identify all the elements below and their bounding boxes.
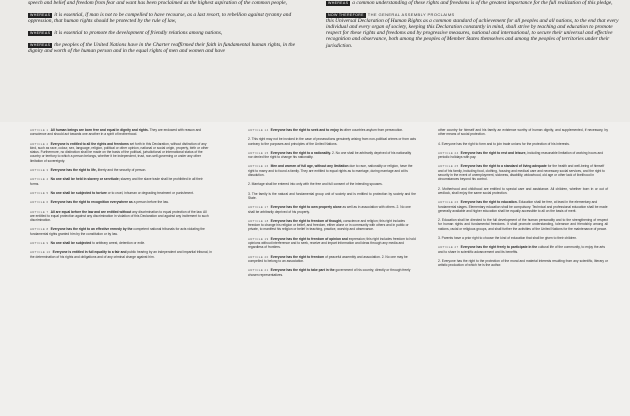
article-item bbox=[248, 219, 416, 232]
article-body: They are endowed with reason and conscience and should act towards one another in a spirit of brotherhood. bbox=[30, 128, 202, 137]
article-item bbox=[248, 182, 416, 186]
article-number: ARTICLE 3 bbox=[30, 168, 49, 173]
article-body: 2. Marriage shall be entered into only with the free and full consent of the intending spouses. bbox=[248, 182, 383, 187]
article-heading: Everyone has the right to recognition everywhere as bbox=[50, 200, 133, 205]
article-number: ARTICLE 25 bbox=[438, 164, 459, 169]
whereas-tag: WHEREAS bbox=[30, 42, 51, 47]
article-number: ARTICLE 8 bbox=[30, 227, 49, 232]
preamble-text: the peoples of the United Nations have in the Charter reaffirmed their faith in fundamental human rights, in the dignity and worth of the human person and in the equal rights of men and women and have bbox=[28, 42, 295, 55]
article-item bbox=[248, 128, 416, 132]
article-body: or to cruel, inhuman or degrading treatment or punishment. bbox=[107, 190, 194, 195]
article-item bbox=[30, 227, 212, 236]
preamble-left-column bbox=[28, 0, 310, 61]
article-item bbox=[438, 200, 608, 213]
article-number: ARTICLE 7 bbox=[30, 209, 49, 214]
article-heading: All human beings are born free and equal in dignity and rights. bbox=[50, 128, 149, 132]
article-body: 2. Everyone has the right to the protection of the moral and material interests resulting from any scientific, literary or artistic production of which he is the author. bbox=[438, 258, 608, 268]
article-heading: Everyone has the right to an effective remedy by the bbox=[50, 227, 133, 232]
article-body: Education shall be free, at least in the elementary and fundamental stages. Elementary education shall be compulsory. Technical and professional education shall be made generally available and higher education shall be equally accessible to all on the basis of merit. bbox=[438, 200, 608, 213]
preamble-right-column bbox=[326, 0, 626, 55]
article-body: public hearing by an independent and impartial tribunal, in the determination of his rights and obligations and of any criminal charge against him. bbox=[30, 250, 212, 259]
article-body: 2. Education shall be directed to the full development of the human personality and to the strengthening of respect for human rights and fundamental freedoms. It shall promote understanding, tolerance and friendship among all nations, racial or religious groups, and shall further the activities of the United Nations for the maintenance of peace. bbox=[438, 218, 608, 231]
article-number: ARTICLE 26 bbox=[438, 200, 459, 205]
article-item bbox=[30, 241, 212, 245]
article-item bbox=[248, 137, 416, 146]
article-heading: Everyone is entitled in full equality to a fair and bbox=[52, 250, 127, 255]
article-body: cultural life of the community, to enjoy the arts and to share in scientific advancement and its benefits. bbox=[438, 245, 605, 254]
article-body: other country for himself and his family an existence worthy of human dignity, and supplemented, if necessary, by other means of social protection. bbox=[438, 128, 608, 137]
article-item bbox=[30, 250, 212, 259]
article-item bbox=[248, 205, 416, 214]
proclamation-text: this Universal Declaration of Human Rights as a common standard of achievement for all peoples and all nations, to the end that every individual and every organ of society, keeping this Declaration constantly in mind, shall strive by teaching and education to promote respect for these rights and freedoms and by progressive measures, national and international, to secure their universal and effective recognition and observance, both among the peoples of Member States themselves and among the peoples of territories under their jurisdiction. bbox=[326, 18, 619, 49]
article-body: as well as in association with others. 2. No one shall be arbitrarily deprived of his property. bbox=[248, 205, 411, 214]
preamble-text: speech and belief and freedom from fear and want has been proclaimed as the highest aspiration of the common people, bbox=[28, 0, 288, 6]
articles-column-3 bbox=[438, 128, 608, 273]
article-body: set forth in this Declaration, without distinction of any kind, such as race, colour, sex, language, religion, political or other opinion, national or social origin, property, birth or other status. Furthermore, no distinction shall be made on the basis of the political, jurisdictional or international status of the country or territory to which a person belongs, whether it be independent, trust, non-self-governing or under any other limitation of sovereignty. bbox=[30, 141, 209, 163]
article-heading: No one shall be held in slavery or servitude; bbox=[50, 177, 120, 182]
article-number: ARTICLE 14 bbox=[248, 128, 269, 132]
article-item bbox=[438, 259, 608, 268]
article-heading: Men and women of full age, without any limitation bbox=[270, 164, 349, 169]
article-number: ARTICLE 19 bbox=[248, 236, 269, 241]
article-heading: All are equal before the law and are entitled without bbox=[50, 209, 132, 214]
preamble-paragraph bbox=[28, 0, 310, 6]
preamble-paragraph bbox=[326, 0, 626, 6]
article-item bbox=[438, 142, 608, 146]
articles-section bbox=[0, 128, 630, 416]
article-body: for the health and well-being of himself and of his family, including food, clothing, housing and medical care and necessary social services, and the right to security in the event of unemployment, sickness, disability, widowhood, old age or other lack of livelihood in circumstances beyond his control. bbox=[438, 164, 605, 182]
preamble-paragraph bbox=[28, 12, 310, 24]
article-item bbox=[30, 177, 212, 186]
article-number: ARTICLE 15 bbox=[248, 150, 269, 155]
article-body: 3. The family is the natural and fundamental group unit of society and is entitled to protection by society and the State. bbox=[248, 191, 416, 200]
preamble-paragraph bbox=[28, 42, 310, 54]
article-number: ARTICLE 27 bbox=[438, 245, 459, 250]
article-heading: Everyone has the right to freedom bbox=[270, 254, 325, 259]
proclamation-paragraph bbox=[326, 12, 626, 49]
article-number: ARTICLE 24 bbox=[438, 150, 459, 155]
article-body: including reasonable limitation of working hours and periodic holidays with pay. bbox=[438, 150, 604, 160]
article-body: 3. Parents have a prior right to choose the kind of education that shall be given to their children. bbox=[438, 236, 578, 241]
article-item bbox=[30, 142, 212, 163]
article-item bbox=[248, 151, 416, 160]
article-heading: Everyone has the right to seek and to enjoy in bbox=[270, 128, 343, 132]
article-body: 2. This right may not be invoked in the case of prosecutions genuinely arising from non-political crimes or from acts contrary to the purposes and principles of the United Nations. bbox=[248, 137, 416, 146]
article-body: 2. Motherhood and childhood are entitled to special care and assistance. All children, whether born in or out of wedlock, shall enjoy the same social protection. bbox=[438, 186, 608, 195]
article-body: government of his country, directly or through freely chosen representatives. bbox=[248, 268, 411, 277]
article-body: conscience and religion; this right includes freedom to change his religion or belief, and freedom, either alone or in community with others and in public or private, to manifest his religion or belief in teaching, practice, worship and observance. bbox=[248, 218, 409, 232]
article-body: to arbitrary arrest, detention or exile. bbox=[92, 241, 146, 246]
article-item bbox=[438, 151, 608, 160]
article-item bbox=[30, 191, 212, 195]
article-body: 4. Everyone has the right to form and to join trade unions for the protection of his interests. bbox=[438, 141, 570, 146]
now-therefore-tag: NOW THEREFORE bbox=[328, 12, 364, 17]
articles-column-1 bbox=[30, 128, 212, 264]
article-item bbox=[30, 128, 212, 137]
article-item bbox=[438, 187, 608, 196]
preamble-text: it is essential, if man is not to be compelled to have recourse, as a last resort, to rebellion against tyranny and oppression, that human rights should be protected by the rule of law, bbox=[28, 12, 292, 25]
article-body: due to race, nationality or religion, have the right to marry and to found a family. They are entitled to equal rights as to marriage, during marriage and at its dissolution. bbox=[248, 164, 413, 178]
article-item bbox=[30, 200, 212, 204]
article-heading: Everyone is entitled to all the rights and freedoms bbox=[50, 141, 129, 146]
article-number: ARTICLE 20 bbox=[248, 254, 269, 259]
article-body: competent national tribunals for acts violating the fundamental rights granted him by the constitution or by law. bbox=[30, 227, 205, 236]
whereas-tag: WHEREAS bbox=[328, 0, 349, 5]
article-heading: Everyone has the right to own property alone bbox=[270, 205, 342, 210]
article-number: ARTICLE 4 bbox=[30, 177, 49, 182]
article-body: liberty and the security of person. bbox=[97, 168, 147, 173]
article-body: other countries asylum from persecution. bbox=[343, 128, 404, 132]
article-body: 2. No one shall be arbitrarily deprived of his nationality nor denied the right to change his nationality. bbox=[248, 150, 412, 160]
article-item bbox=[438, 218, 608, 231]
article-number: ARTICLE 18 bbox=[248, 218, 269, 223]
article-number: ARTICLE 21 bbox=[248, 268, 269, 273]
article-heading: Everyone has the right to education. bbox=[460, 200, 518, 205]
preamble-text: a common understanding of these rights and freedoms is of the greatest importance for the full realization of this pledge, bbox=[352, 0, 613, 6]
article-item bbox=[438, 128, 608, 137]
article-heading: Everyone has the right to take part in the bbox=[270, 268, 335, 273]
article-heading: Everyone has the right to rest and leisure, bbox=[460, 150, 527, 155]
article-item bbox=[248, 192, 416, 201]
preamble-section bbox=[0, 0, 630, 122]
article-item bbox=[438, 236, 608, 240]
article-number: ARTICLE 2 bbox=[30, 141, 49, 146]
article-body: a person before the law. bbox=[133, 200, 169, 205]
article-heading: No one shall be subjected to torture bbox=[50, 190, 107, 195]
article-heading: Everyone has the right to a nationality. bbox=[270, 150, 332, 155]
article-item bbox=[30, 168, 212, 172]
whereas-tag: WHEREAS bbox=[30, 12, 51, 17]
preamble-text: it is essential to promote the development of friendly relations among nations, bbox=[54, 30, 223, 37]
article-heading: Everyone has the right to freedom of thought, bbox=[270, 218, 343, 223]
article-heading: Everyone has the right to life, bbox=[50, 168, 97, 173]
whereas-tag: WHEREAS bbox=[30, 30, 51, 35]
article-item bbox=[438, 164, 608, 181]
article-item bbox=[438, 245, 608, 254]
article-body: of peaceful assembly and association. 2. No one may be compelled to belong to an association. bbox=[248, 254, 408, 263]
article-number: ARTICLE 16 bbox=[248, 164, 269, 169]
article-item bbox=[248, 237, 416, 250]
article-body: expression; this right includes freedom to hold opinions without interference and to seek, receive and impart information and ideas through any media and regardless of frontiers. bbox=[248, 236, 416, 250]
article-number: ARTICLE 5 bbox=[30, 190, 49, 195]
article-number: ARTICLE 10 bbox=[30, 250, 51, 255]
article-number: ARTICLE 9 bbox=[30, 241, 49, 246]
article-number: ARTICLE 17 bbox=[248, 205, 269, 210]
article-body: any discrimination to equal protection of the law. All are entitled to equal protection against any discrimination in violation of this Declaration and against any incitement to such discrimination. bbox=[30, 209, 209, 223]
article-item bbox=[30, 210, 212, 223]
article-number: ARTICLE 1 bbox=[30, 128, 49, 132]
articles-column-2 bbox=[248, 128, 416, 282]
article-item bbox=[248, 268, 416, 277]
article-number: ARTICLE 6 bbox=[30, 200, 49, 205]
preamble-paragraph bbox=[28, 30, 310, 36]
article-heading: Everyone has the right to freedom of opinion and bbox=[270, 236, 348, 241]
proclamation-lead: THE GENERAL ASSEMBLY PROCLAIMS bbox=[367, 12, 455, 18]
article-heading: Everyone has the right freely to participate in the bbox=[460, 245, 538, 250]
article-body: slavery and the slave trade shall be prohibited in all their forms. bbox=[30, 177, 203, 186]
article-item bbox=[248, 164, 416, 177]
article-heading: Everyone has the right to a standard of living adequate bbox=[460, 164, 547, 169]
article-item bbox=[248, 255, 416, 264]
article-heading: No one shall be subjected bbox=[50, 241, 92, 246]
